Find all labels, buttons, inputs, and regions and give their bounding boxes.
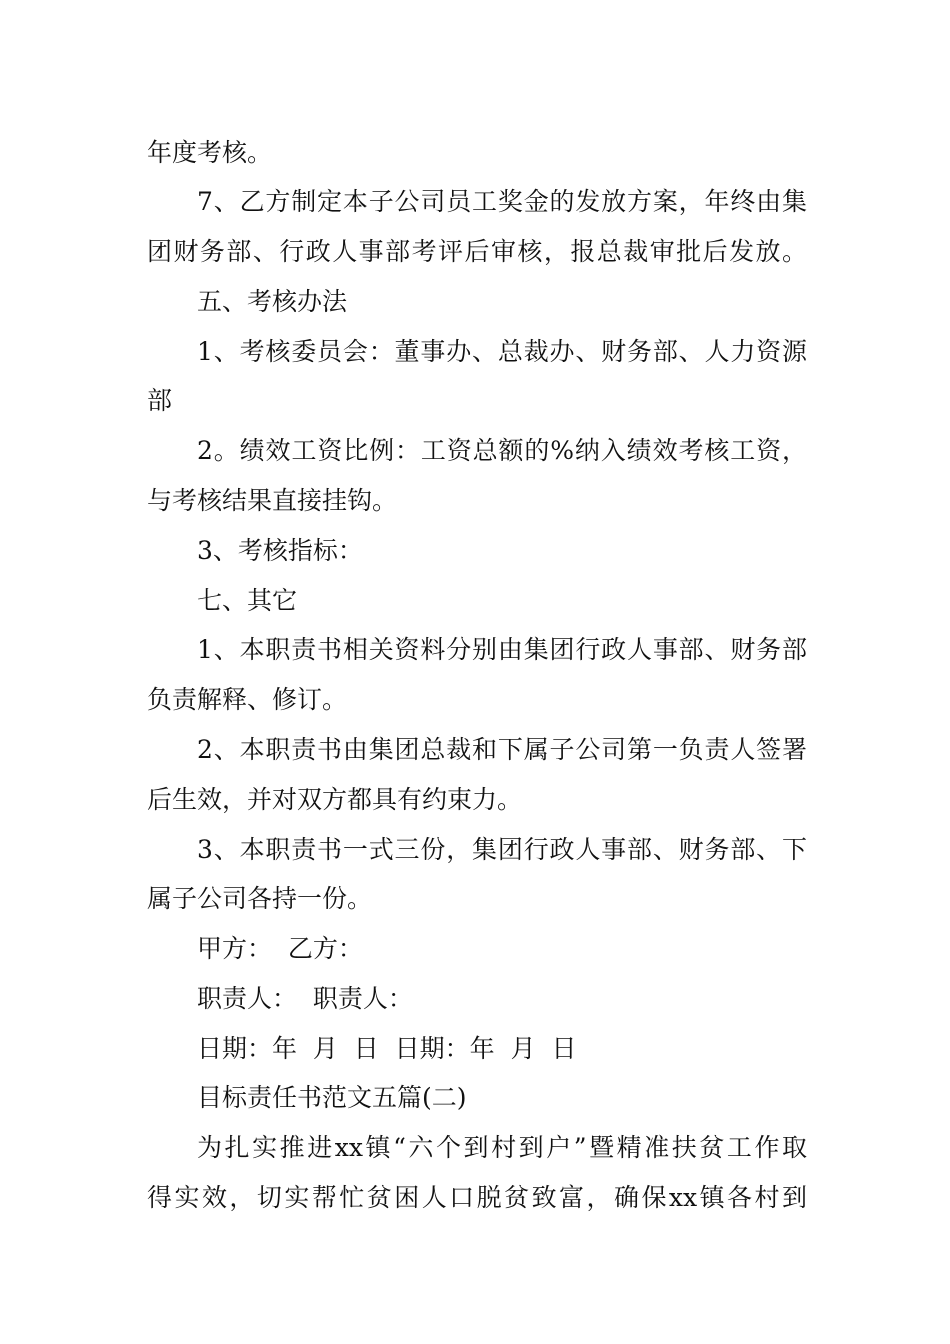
- text-line: 部: [147, 386, 173, 415]
- text-line: 2。绩效工资比例：工资总额的%纳入绩效考核工资，: [197, 436, 807, 465]
- document-subtitle: 目标责任书范文五篇(二): [197, 1083, 467, 1112]
- text-line: 年度考核。: [147, 138, 273, 167]
- text-line: 团财务部、行政人事部考评后审核，报总裁审批后发放。: [147, 237, 807, 266]
- text-line: 后生效，并对双方都具有约束力。: [147, 785, 523, 814]
- text-line: 与考核结果直接挂钩。: [147, 486, 398, 515]
- section-heading: 五、考核办法: [197, 287, 348, 316]
- text-line: 7、乙方制定本子公司员工奖金的发放方案，年终由集: [197, 187, 807, 216]
- text-line: 属子公司各持一份。: [147, 884, 373, 913]
- party-label-line: 甲方： 乙方：: [197, 934, 363, 963]
- text-line: 得实效，切实帮忙贫困人口脱贫致富，确保xx镇各村到: [147, 1183, 807, 1212]
- text-line: 3、考核指标：: [197, 536, 363, 565]
- text-line: 为扎实推进xx镇“六个到村到户”暨精准扶贫工作取: [197, 1133, 807, 1162]
- text-line: 1、本职责书相关资料分别由集团行政人事部、财务部: [197, 635, 807, 664]
- responsible-person-line: 职责人： 职责人：: [197, 984, 413, 1013]
- text-line: 3、本职责书一式三份，集团行政人事部、财务部、下: [197, 835, 807, 864]
- text-line: 2、本职责书由集团总裁和下属子公司第一负责人签署: [197, 735, 807, 764]
- date-line: 日期：年 月 日 日期：年 月 日: [197, 1034, 577, 1063]
- text-line: 1、考核委员会：董事办、总裁办、财务部、人力资源: [197, 337, 807, 366]
- section-heading: 七、其它: [197, 586, 298, 615]
- text-line: 负责解释、修订。: [147, 685, 348, 714]
